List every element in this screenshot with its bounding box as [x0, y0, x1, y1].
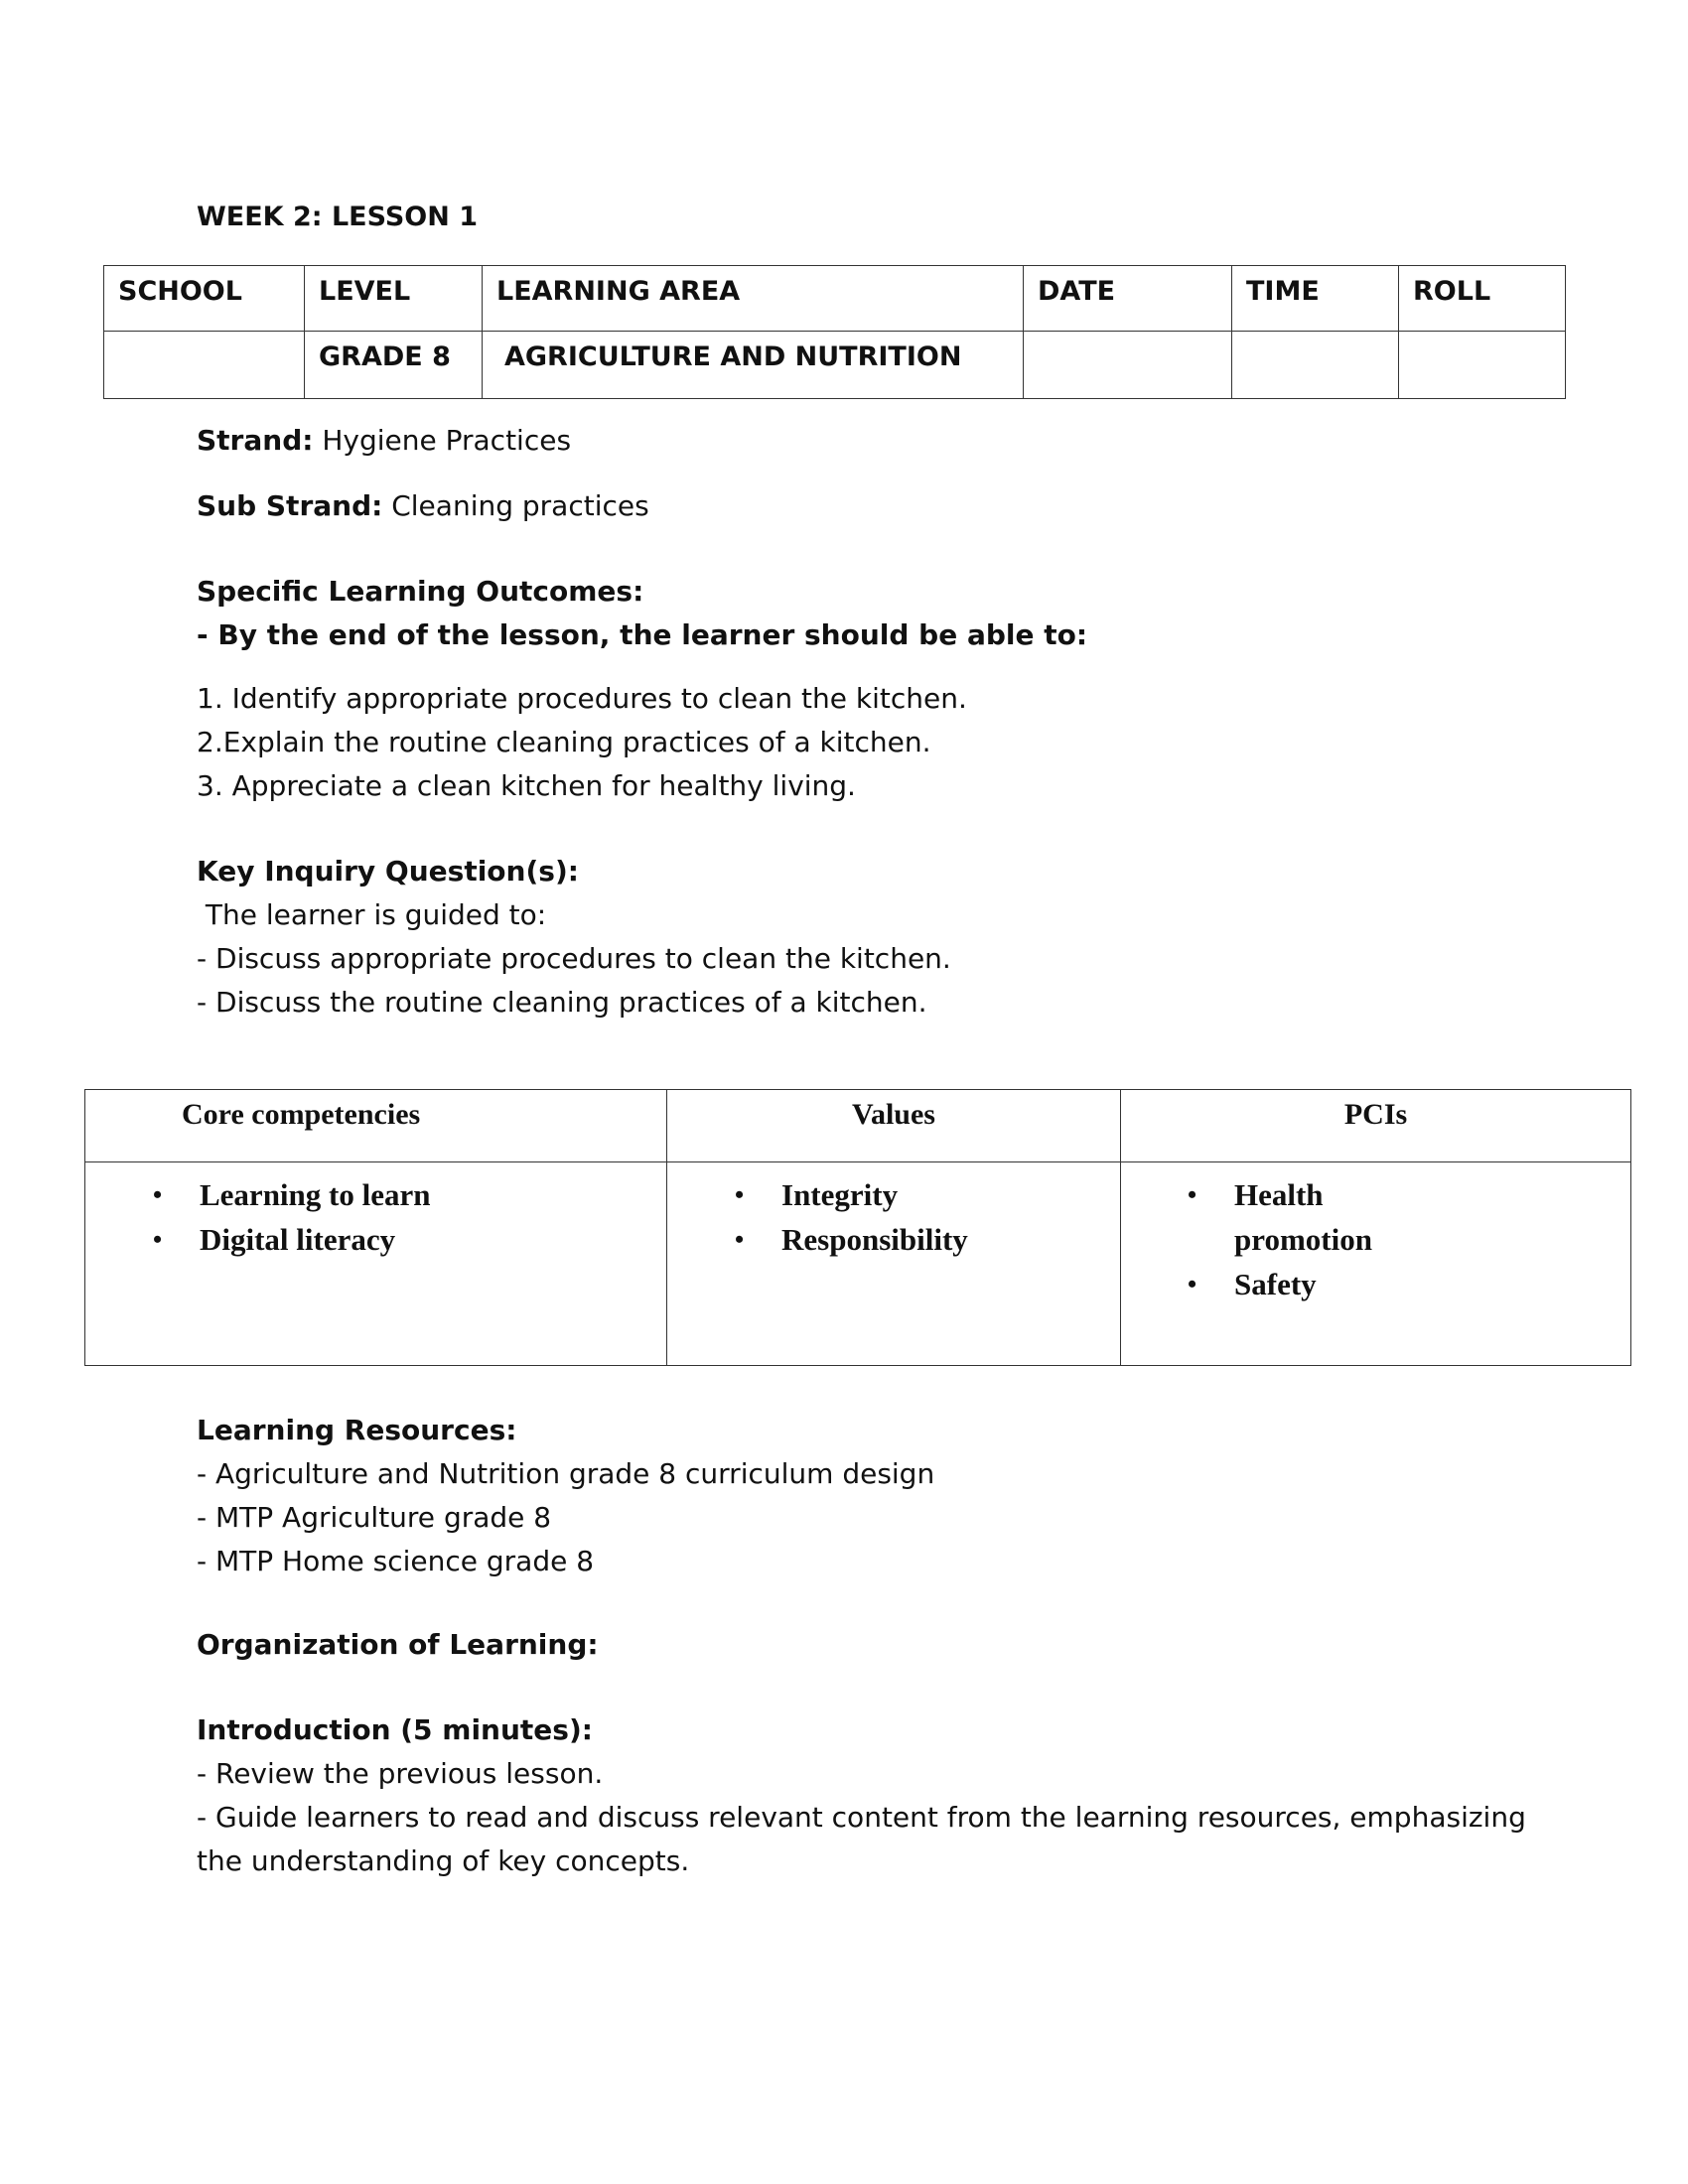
- introduction-heading: Introduction (5 minutes):: [197, 1713, 593, 1746]
- lesson-info-table: [103, 265, 1566, 399]
- resource-item: - MTP Home science grade 8: [197, 1545, 595, 1577]
- resource-item: - Agriculture and Nutrition grade 8 curriculum design: [197, 1457, 935, 1490]
- header-school: SCHOOL: [104, 266, 305, 332]
- info-header-row: [104, 266, 1566, 332]
- value-item: • Responsibility: [781, 1217, 1119, 1262]
- header-level: LEVEL: [305, 266, 483, 332]
- outcomes-intro: - By the end of the lesson, the learner should be able to:: [197, 618, 1088, 651]
- value-learning-area: AGRICULTURE AND NUTRITION: [483, 332, 1024, 399]
- inquiry-item: - Discuss the routine cleaning practices of a kitchen.: [197, 986, 927, 1019]
- header-learning-area: LEARNING AREA: [483, 266, 1024, 332]
- strand-line: [197, 419, 571, 463]
- header-roll: ROLL: [1399, 266, 1566, 332]
- competency-body-row: [85, 1162, 1631, 1366]
- outcome-item: 1. Identify appropriate procedures to clean the kitchen.: [197, 682, 967, 715]
- sub-strand-label: Sub Strand:: [197, 489, 383, 522]
- outcome-item: 3. Appreciate a clean kitchen for healthy living.: [197, 769, 856, 802]
- lesson-title: WEEK 2: LESSON 1: [197, 202, 479, 232]
- resources-section: [197, 1409, 934, 1583]
- strand-value: Hygiene Practices: [313, 424, 572, 457]
- value-time: [1232, 332, 1399, 399]
- value-school: [104, 332, 305, 399]
- core-competency-item: • Learning to learn: [200, 1172, 665, 1217]
- strand-label: Strand:: [197, 424, 314, 457]
- inquiry-item: - Discuss appropriate procedures to clean the kitchen.: [197, 942, 951, 975]
- introduction-item: the understanding of key concepts.: [197, 1844, 690, 1877]
- pci-item: • Safety: [1234, 1262, 1432, 1306]
- competency-header-row: [85, 1090, 1631, 1162]
- resources-heading: Learning Resources:: [197, 1414, 517, 1446]
- header-time: TIME: [1232, 266, 1399, 332]
- sub-strand-value: Cleaning practices: [382, 489, 649, 522]
- outcomes-section: [197, 570, 1087, 808]
- value-roll: [1399, 332, 1566, 399]
- header-pcis: PCIs: [1121, 1090, 1631, 1162]
- introduction-item: - Guide learners to read and discuss relevant content from the learning resources, emphasizing: [197, 1801, 1526, 1834]
- competency-table: [84, 1089, 1631, 1366]
- outcomes-heading: Specific Learning Outcomes:: [197, 575, 644, 608]
- header-core-competencies: Core competencies: [85, 1090, 667, 1162]
- inquiry-section: [197, 850, 951, 1024]
- inquiry-intro: The learner is guided to:: [197, 898, 547, 931]
- header-date: DATE: [1024, 266, 1232, 332]
- values-cell: [667, 1162, 1121, 1366]
- pcis-cell: [1121, 1162, 1631, 1366]
- core-competency-item: • Digital literacy: [200, 1217, 665, 1262]
- introduction-item: - Review the previous lesson.: [197, 1757, 604, 1790]
- core-competencies-cell: [85, 1162, 667, 1366]
- inquiry-heading: Key Inquiry Question(s):: [197, 855, 579, 887]
- pci-item: • Health promotion: [1234, 1172, 1432, 1262]
- value-level: GRADE 8: [305, 332, 483, 399]
- introduction-section: [197, 1708, 1526, 1883]
- organization-heading: Organization of Learning:: [197, 1628, 599, 1661]
- resource-item: - MTP Agriculture grade 8: [197, 1501, 552, 1534]
- sub-strand-line: [197, 484, 649, 528]
- value-date: [1024, 332, 1232, 399]
- outcome-item: 2.Explain the routine cleaning practices of a kitchen.: [197, 726, 931, 758]
- info-value-row: [104, 332, 1566, 399]
- value-item: • Integrity: [781, 1172, 1119, 1217]
- header-values: Values: [667, 1090, 1121, 1162]
